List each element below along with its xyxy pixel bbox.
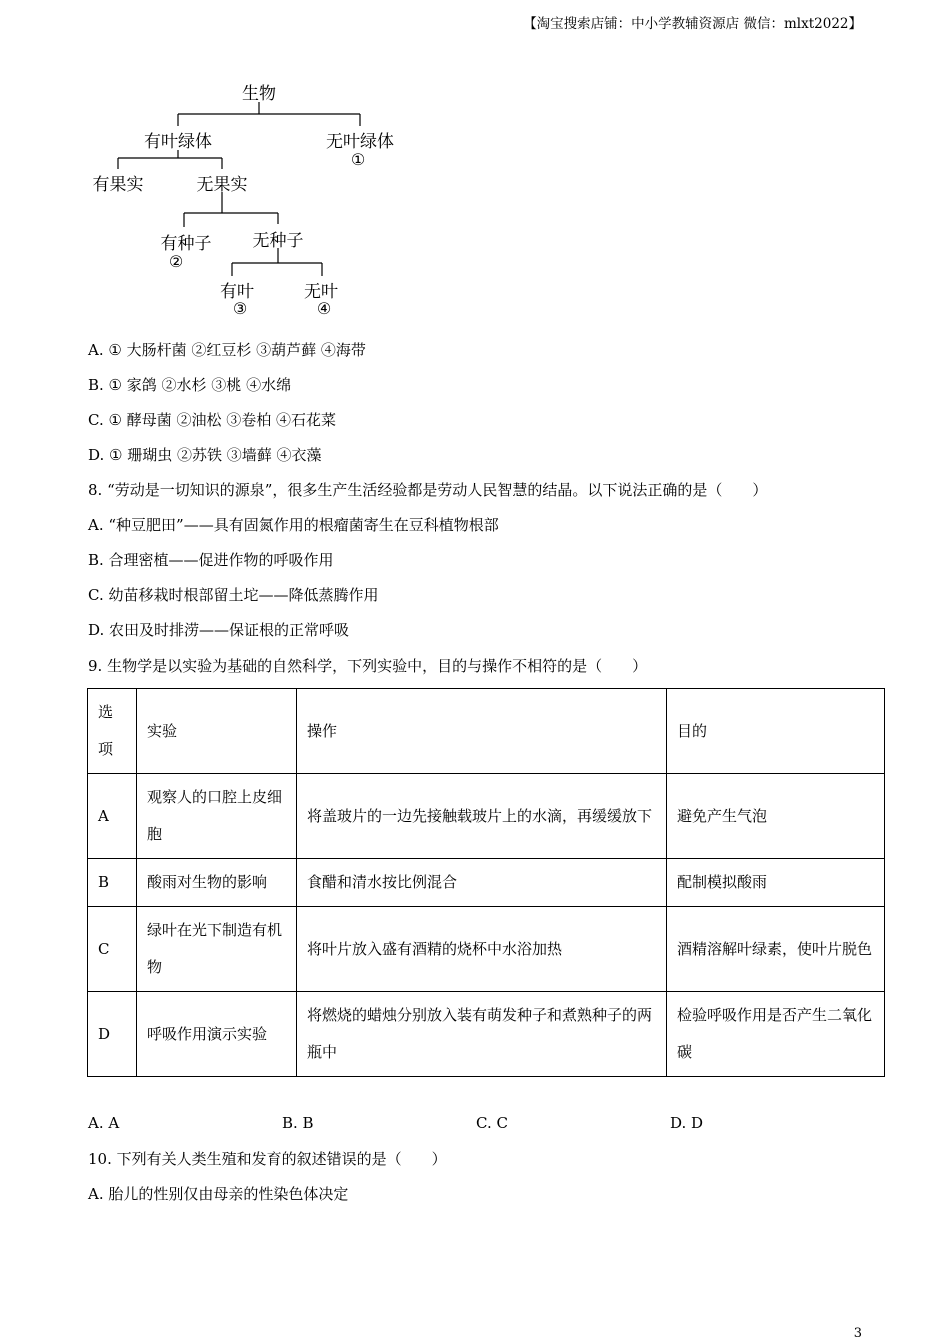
q9-answer-a: A. A <box>88 1114 120 1132</box>
table-cell: 检验呼吸作用是否产生二氧化碳 <box>667 992 885 1077</box>
tree-node-no-seed: 无种子 <box>252 231 304 251</box>
table-header-cell: 目的 <box>667 689 885 774</box>
q8-option-a: A. “种豆肥田”——具有固氮作用的根瘤菌寄生在豆科植物根部 <box>88 516 499 534</box>
table-cell: C <box>88 907 137 992</box>
q8-option-d: D. 农田及时排涝——保证根的正常呼吸 <box>88 621 350 639</box>
q9-answer-c: C. C <box>476 1114 508 1132</box>
experiment-table <box>87 688 885 1077</box>
table-header-cell: 操作 <box>297 689 667 774</box>
table-cell: 避免产生气泡 <box>667 774 885 859</box>
table-cell: 食醋和清水按比例混合 <box>297 859 667 907</box>
q8-stem: 8. “劳动是一切知识的源泉”，很多生产生活经验都是劳动人民智慧的结晶。以下说法正确的是（ ） <box>88 481 768 499</box>
classification-tree <box>80 72 420 322</box>
q9-stem: 9. 生物学是以实验为基础的自然科学，下列实验中，目的与操作不相符的是（ ） <box>88 657 648 675</box>
table-cell: 酒精溶解叶绿素，使叶片脱色 <box>667 907 885 992</box>
q7-option-d: D. ① 珊瑚虫 ②苏铁 ③墙藓 ④衣藻 <box>88 446 322 464</box>
table-row <box>88 907 885 992</box>
table-header-cell: 实验 <box>137 689 297 774</box>
tree-node-has-leaf: 有叶 <box>220 282 254 302</box>
q9-answer-b: B. B <box>282 1114 314 1132</box>
tree-node-no-fruit: 无果实 <box>196 175 248 195</box>
tree-node-has-fruit: 有果实 <box>92 175 144 195</box>
table-header-cell: 选项 <box>88 689 137 774</box>
table-cell: 酸雨对生物的影响 <box>137 859 297 907</box>
tree-mark-3: ③ <box>232 299 248 318</box>
tree-mark-1: ① <box>350 150 366 169</box>
table-header-row <box>88 689 885 774</box>
q7-option-b: B. ① 家鸽 ②水杉 ③桃 ④水绵 <box>88 376 292 394</box>
table-cell: 呼吸作用演示实验 <box>137 992 297 1077</box>
page-number: 3 <box>853 1326 862 1341</box>
table-row <box>88 992 885 1077</box>
table-cell: B <box>88 859 137 907</box>
tree-node-no-chlorophyll: 无叶绿体 <box>326 132 394 152</box>
table-row <box>88 859 885 907</box>
tree-mark-2: ② <box>168 252 184 271</box>
q10-stem: 10. 下列有关人类生殖和发育的叙述错误的是（ ） <box>88 1150 447 1168</box>
q8-option-c: C. 幼苗移栽时根部留土坨——降低蒸腾作用 <box>88 586 379 604</box>
tree-mark-4: ④ <box>316 299 332 318</box>
tree-node-root: 生物 <box>242 84 276 104</box>
q8-option-b: B. 合理密植——促进作物的呼吸作用 <box>88 551 334 569</box>
table-cell: 观察人的口腔上皮细胞 <box>137 774 297 859</box>
table-cell: 将叶片放入盛有酒精的烧杯中水浴加热 <box>297 907 667 992</box>
table-cell: D <box>88 992 137 1077</box>
tree-node-has-chlorophyll: 有叶绿体 <box>144 132 212 152</box>
table-cell: A <box>88 774 137 859</box>
table-cell: 将燃烧的蜡烛分别放入装有萌发种子和煮熟种子的两瓶中 <box>297 992 667 1077</box>
tree-node-has-seed: 有种子 <box>160 234 212 254</box>
q9-answer-d: D. D <box>670 1114 704 1132</box>
tree-node-no-leaf: 无叶 <box>304 282 338 302</box>
table-row <box>88 774 885 859</box>
page-header: 【淘宝搜索店铺：中小学教辅资源店 微信：mlxt2022】 <box>523 16 862 32</box>
table-cell: 配制模拟酸雨 <box>667 859 885 907</box>
q7-option-c: C. ① 酵母菌 ②油松 ③卷柏 ④石花菜 <box>88 411 336 429</box>
table-cell: 绿叶在光下制造有机物 <box>137 907 297 992</box>
table-cell: 将盖玻片的一边先接触载玻片上的水滴，再缓缓放下 <box>297 774 667 859</box>
q7-option-a: A. ① 大肠杆菌 ②红豆杉 ③葫芦藓 ④海带 <box>88 341 366 359</box>
q10-option-a: A. 胎儿的性别仅由母亲的性染色体决定 <box>88 1185 349 1203</box>
